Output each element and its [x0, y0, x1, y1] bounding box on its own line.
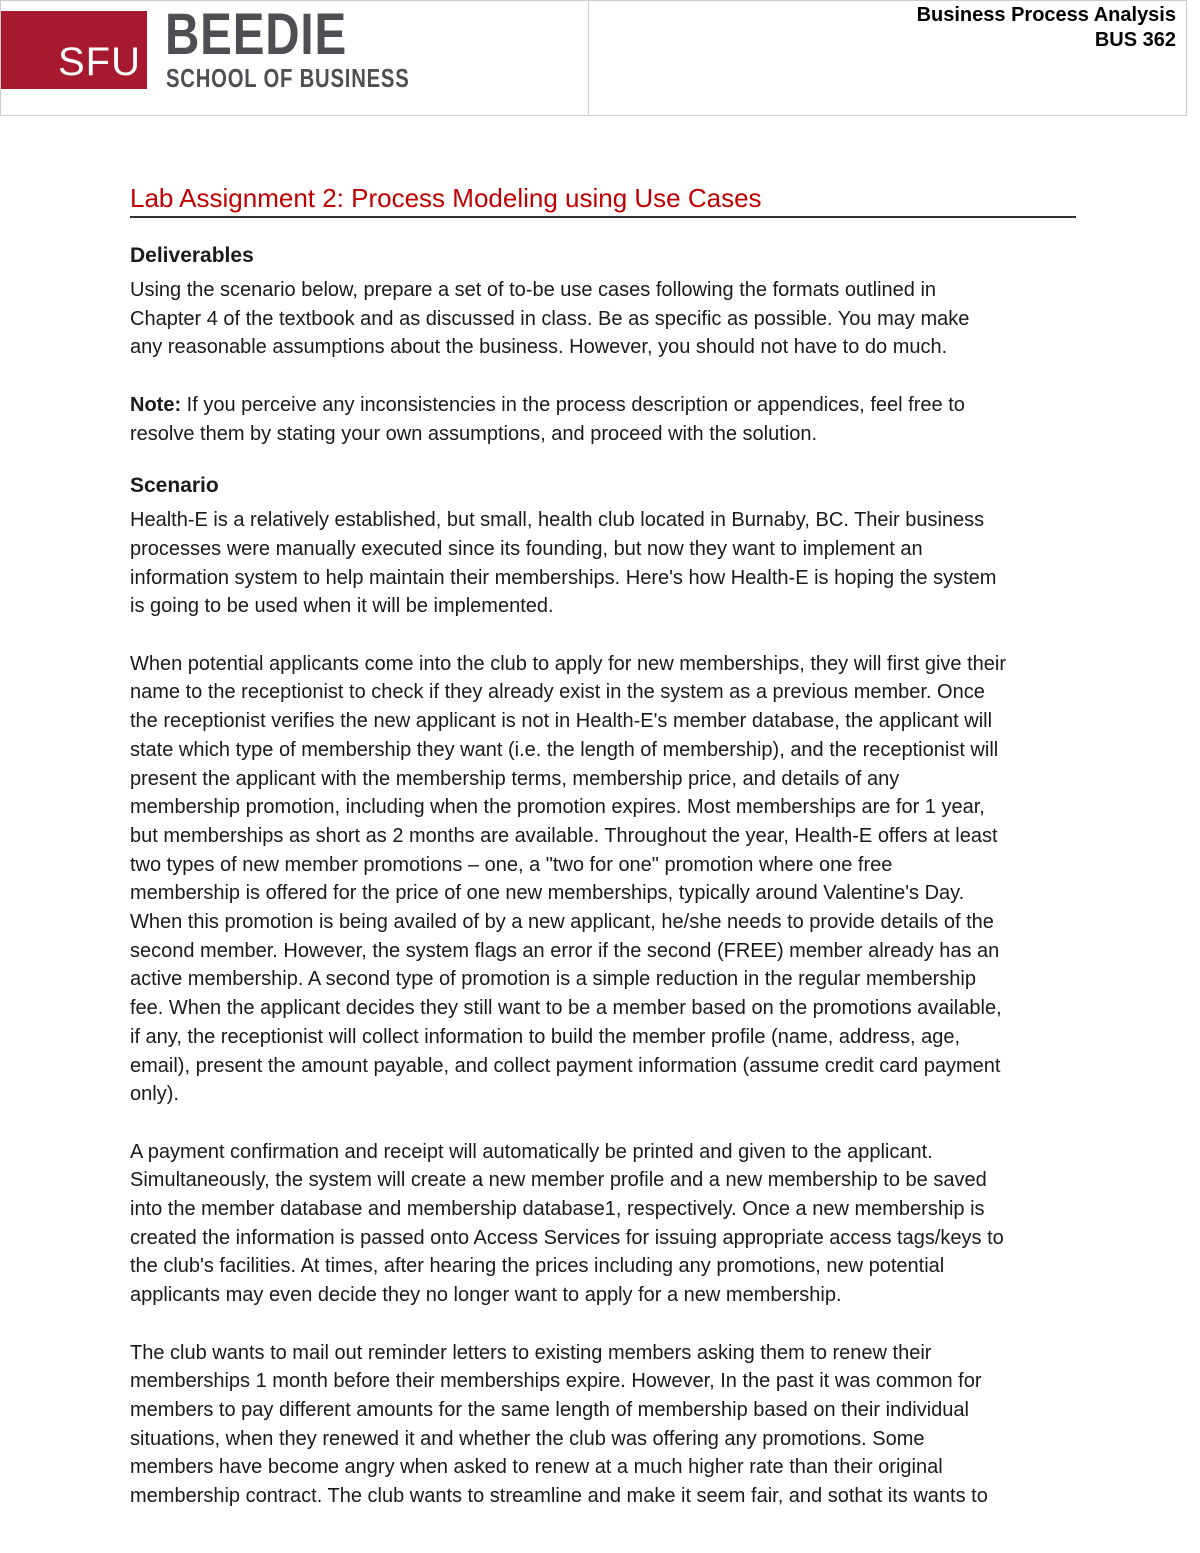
deliverables-heading: Deliverables: [130, 244, 254, 267]
scenario-paragraph: [130, 506, 1076, 621]
school-of-business-text: SCHOOL OF BUSINESS: [166, 63, 410, 93]
text-line: the club's facilities. At times, after hearing the prices including any promotions, new potential: [130, 1255, 945, 1278]
text-line: membership is offered for the price of one new memberships, typically around Valentine's Day.: [130, 882, 965, 905]
scenario-paragraph: [130, 650, 1076, 1109]
text-line: only).: [130, 1083, 179, 1106]
note-label: Note:: [130, 393, 182, 416]
text-line: is going to be used when it will be implemented.: [130, 595, 554, 618]
text-line: any reasonable assumptions about the business. However, you should not have to do much.: [130, 336, 948, 359]
text-line: processes were manually executed since its founding, but now they want to implement an: [130, 537, 923, 560]
text-line: created the information is passed onto Access Services for issuing appropriate access tags/keys to: [130, 1226, 1004, 1249]
text-line: membership promotion, including when the promotion expires. Most memberships are for 1 year,: [130, 796, 985, 819]
text-line: membership contract. The club wants to streamline and make it seem fair, and sothat its wants to: [130, 1485, 988, 1508]
text-line: fee. When the applicant decides they still want to be a member based on the promotions available,: [130, 997, 1002, 1020]
logo-cell: [1, 1, 589, 115]
text-line: into the member database and membership database1, respectively. Once a new membership is: [130, 1198, 985, 1221]
text-line: second member. However, the system flags an error if the second (FREE) member already has an: [130, 939, 1000, 962]
document-title: Lab Assignment 2: Process Modeling using Use Cases: [130, 182, 1076, 218]
text-line: [130, 391, 1076, 420]
text-line: name to the receptionist to check if they already exist in the system as a previous member. Once: [130, 681, 985, 704]
text-line: members have become angry when asked to renew at a much higher rate than their original: [130, 1456, 943, 1479]
text-line: information system to help maintain their memberships. Here's how Health-E is hoping the system: [130, 566, 997, 589]
document-body: [130, 182, 1076, 1539]
text-line: resolve them by stating your own assumptions, and proceed with the solution.: [130, 422, 818, 445]
text-line: present the applicant with the membership terms, membership price, and details of any: [130, 767, 900, 790]
text-line: Chapter 4 of the textbook and as discussed in class. Be as specific as possible. You may make: [130, 307, 970, 330]
text-line: situations, when they renewed it and whether the club was offering any promotions. Some: [130, 1427, 925, 1450]
text-line: if any, the receptionist will collect information to build the member profile (name, address, age,: [130, 1025, 961, 1048]
text-line: Simultaneously, the system will create a new member profile and a new membership to be saved: [130, 1169, 987, 1192]
course-code: BUS 362: [1094, 29, 1176, 51]
text-line: Health-E is a relatively established, but small, health club located in Burnaby, BC. Their business: [130, 509, 985, 532]
note-paragraph: [130, 391, 1076, 448]
text-line: When potential applicants come into the club to apply for new memberships, they will first give their: [130, 652, 1006, 675]
text-line: active membership. A second type of promotion is a simple reduction in the regular membership: [130, 968, 976, 991]
course-info: [589, 1, 1186, 115]
note-text: If you perceive any inconsistencies in the process description or appendices, feel free to: [181, 393, 965, 416]
text-line: the receptionist verifies the new applicant is not in Health-E's member database, the applicant will: [130, 710, 993, 733]
text-line: The club wants to mail out reminder letters to existing members asking them to renew their: [130, 1341, 932, 1364]
scenario-heading: Scenario: [130, 474, 219, 498]
text-line: A payment confirmation and receipt will automatically be printed and given to the applicant.: [130, 1140, 933, 1163]
deliverables-paragraph: [130, 276, 1076, 362]
text-line: state which type of membership they want (i.e. the length of membership), and the receptionist will: [130, 738, 999, 761]
scenario-paragraph: [130, 1339, 1076, 1511]
text-line: but memberships as short as 2 months are available. Throughout the year, Health-E offers at least: [130, 824, 998, 847]
text-line: email), present the amount payable, and collect payment information (assume credit card payment: [130, 1054, 1001, 1077]
text-line: applicants may even decide they no longer want to apply for a new membership.: [130, 1284, 842, 1307]
text-line: two types of new member promotions – one, a "two for one" promotion where one free: [130, 853, 893, 876]
course-title: Business Process Analysis: [916, 4, 1176, 26]
beedie-logo-text: BEEDIE: [165, 2, 348, 67]
scenario-section: [130, 506, 1076, 1511]
text-line: Using the scenario below, prepare a set of to-be use cases following the formats outlined in: [130, 279, 937, 301]
text-line: members to pay different amounts for the same length of membership based on their individual: [130, 1398, 969, 1421]
scenario-paragraph: [130, 1138, 1076, 1310]
text-line: When this promotion is being availed of by a new applicant, he/she needs to provide details of the: [130, 911, 994, 934]
sfu-logo: SFU: [1, 11, 147, 89]
text-line: memberships 1 month before their memberships expire. However, In the past it was common for: [130, 1370, 982, 1393]
page-header: [0, 0, 1187, 116]
